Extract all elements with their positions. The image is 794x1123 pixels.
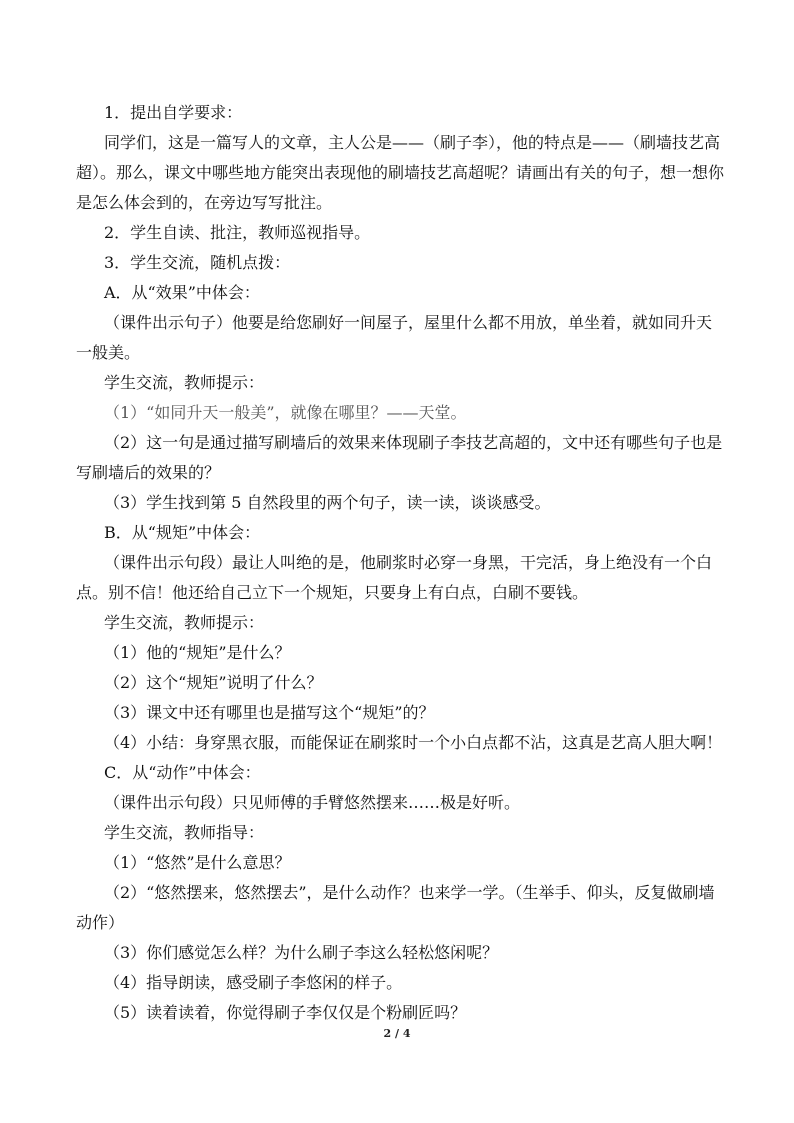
paragraph-line: （3）你们感觉怎么样？为什么刷子李这么轻松悠闲呢？ [104,943,499,962]
paragraph-line: 1．提出自学要求： [104,103,243,122]
paragraph-line: （1）“悠然”是什么意思？ [104,853,291,872]
document-body [76,98,725,1028]
paragraph-line: 学生交流，教师指导： [104,823,265,842]
paragraph-line: A．从“效果”中体会： [104,283,260,302]
paragraph-line: （2）这个“规矩”说明了什么？ [104,673,323,692]
paragraph-line: 学生交流，教师提示： [104,373,265,392]
paragraph-line: 一般美。 [76,343,141,362]
paragraph-line: （1）“如同升天一般美”，就像在哪里？——天堂。 [104,403,467,422]
paragraph-line: 点。别不信！他还给自己立下一个规矩，只要身上有白点，白刷不要钱。 [76,583,589,602]
paragraph-line: 动作） [76,913,125,932]
paragraph-line: 超）。那么，课文中哪些地方能突出表现他的刷墙技艺高超呢？请画出有关的句子，想一想你 [76,163,725,182]
paragraph-line: （2）“悠然摆来，悠然摆去”，是什么动作？也来学一学。（生举手、仰头，反复做刷墙 [104,883,715,902]
paragraph-line: （1）他的“规矩”是什么？ [104,643,291,662]
paragraph-line: （2）这一句是通过描写刷墙后的效果来体现刷子李技艺高超的，文中还有哪些句子也是 [104,433,723,452]
page-number: 2 / 4 [383,1027,411,1040]
paragraph-line: 同学们，这是一篇写人的文章，主人公是——（刷子李），他的特点是——（刷墙技艺高 [104,133,721,152]
paragraph-line: B．从“规矩”中体会： [104,523,261,542]
paragraph-line: （3）学生找到第 5 自然段里的两个句子，读一读，谈谈感受。 [104,493,551,512]
paragraph-line: 3．学生交流，随机点拨： [104,253,291,272]
paragraph-line: C．从“动作”中体会： [104,763,261,782]
paragraph-line: （课件出示句段）最让人叫绝的是，他刷浆时必穿一身黑，干完活，身上绝没有一个白 [104,553,713,572]
paragraph-line: 学生交流，教师提示： [104,613,265,632]
paragraph-line: （课件出示句段）只见师傅的手臂悠然摆来……极是好听。 [104,793,521,812]
paragraph-line: （5）读着读着，你觉得刷子李仅仅是个粉刷匠吗？ [104,1003,467,1022]
paragraph-line: （课件出示句子）他要是给您刷好一间屋子，屋里什么都不用放，单坐着，就如同升天 [104,313,713,332]
paragraph-line: 是怎么体会到的，在旁边写写批注。 [76,193,333,212]
paragraph-line: （4）指导朗读，感受刷子李悠闲的样子。 [104,973,403,992]
paragraph-line: （4）小结：身穿黑衣服，而能保证在刷浆时一个小白点都不沾，这真是艺高人胆大啊！ [104,733,723,752]
paragraph-line: 写刷墙后的效果的？ [76,463,221,482]
paragraph-line: 2．学生自读、批注，教师巡视指导。 [104,223,371,242]
paragraph-line: （3）课文中还有哪里也是描写这个“规矩”的？ [104,703,435,722]
